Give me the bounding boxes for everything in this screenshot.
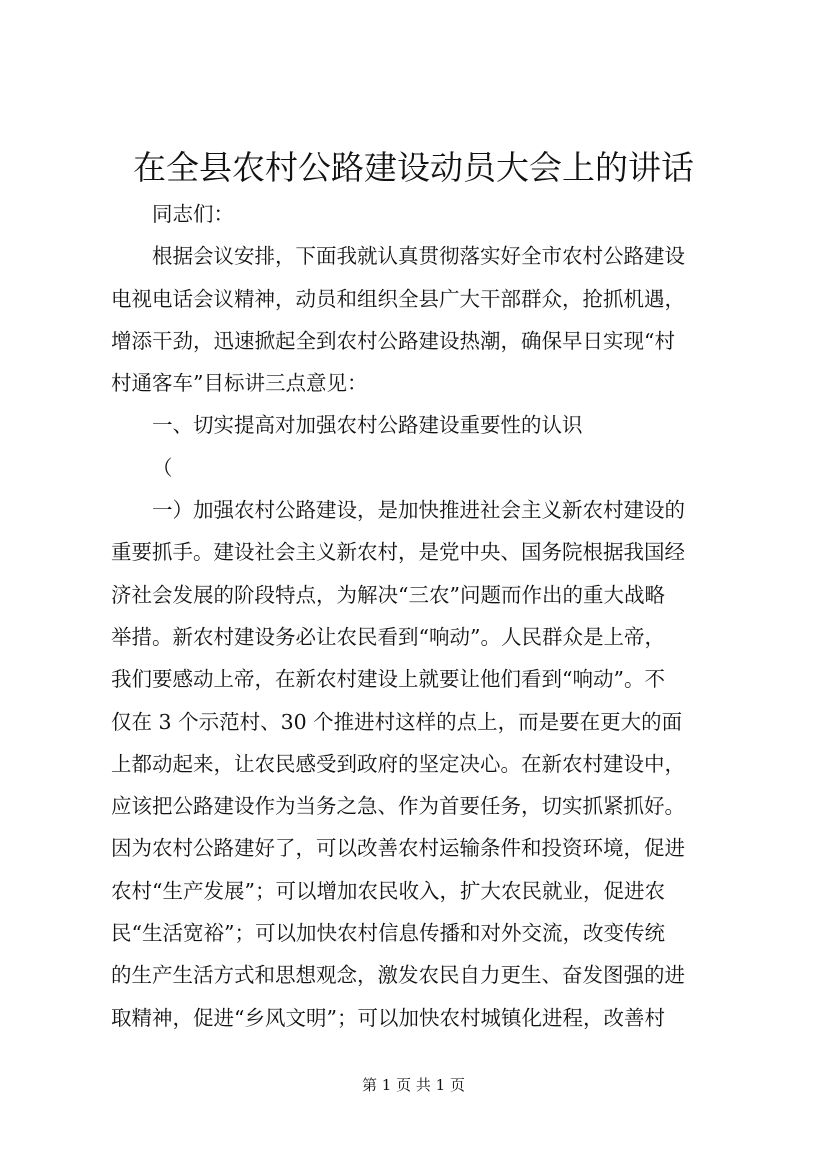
body-line: 民“生活宽裕”；可以加快农村信息传播和对外交流，改变传统 (111, 921, 665, 946)
body-line: 根据会议安排，下面我就认真贯彻落实好全市农村公路建设 (152, 244, 685, 269)
section-heading: 一、切实提高对加强农村公路建设重要性的认识 (152, 413, 583, 438)
body-line: 取精神，促进“乡风文明”；可以加快农村城镇化进程，改善村 (111, 1005, 665, 1030)
page-footer: 第 1 页 共 1 页 (362, 1076, 465, 1094)
body-line: 增添干劲，迅速掀起全到农村公路建设热潮，确保早日实现“村 (111, 328, 675, 353)
body-line: 应该把公路建设作为当务之急、作为首要任务，切实抓紧抓好。 (111, 794, 685, 819)
body-line: 济社会发展的阶段特点，为解决“三农”问题而作出的重大战略 (111, 582, 665, 607)
body-line: （ (152, 455, 173, 480)
body-line: 重要抓手。建设社会主义新农村，是党中央、国务院根据我国经 (111, 540, 685, 565)
body-line: 的生产生活方式和思想观念，激发农民自力更生、奋发图强的进 (111, 963, 685, 988)
body-line: 一）加强农村公路建设，是加快推进社会主义新农村建设的 (152, 498, 685, 523)
body-line: 上都动起来，让农民感受到政府的坚定决心。在新农村建设中， (111, 751, 685, 776)
body-line: 电视电话会议精神，动员和组织全县广大干部群众，抢抓机遇， (111, 286, 685, 311)
body-line: 举措。新农村建设务必让农民看到“响动”。人民群众是上帝， (111, 624, 665, 649)
document-body (111, 193, 723, 1039)
document-title: 在全县农村公路建设动员大会上的讲话 (133, 148, 694, 187)
body-line: 农村“生产发展”；可以增加农民收入，扩大农民就业，促进农 (111, 878, 665, 903)
body-line: 因为农村公路建好了，可以改善农村运输条件和投资环境，促进 (111, 836, 685, 861)
body-line: 我们要感动上帝，在新农村建设上就要让他们看到“响动”。不 (111, 667, 665, 692)
body-line-salutation: 同志们： (152, 202, 234, 226)
body-line: 仅在 3 个示范村、30 个推进村这样的点上，而是要在更大的面 (111, 709, 683, 734)
body-line: 村通客车”目标讲三点意见： (111, 371, 368, 396)
